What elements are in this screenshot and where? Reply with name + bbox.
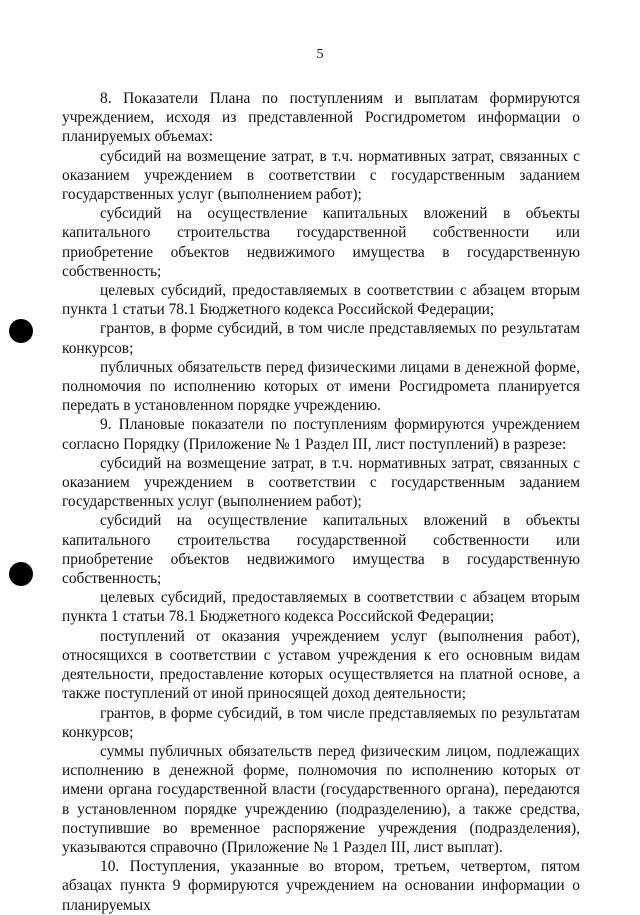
paragraph-9-item-2: субсидий на осуществление капитальных вложений в объекты капитального строительства государственной собственности или приобретение объектов недвижимого имущества в государственную собственность;	[62, 512, 580, 588]
paragraph-9-item-6: суммы публичных обязательств перед физическим лицом, подлежащих исполнению в денежной форме, полномочия по исполнению которых от имени органа государственной власти (государственного органа), передаются в установленном порядке учреждению (подразделению), а также средства, поступившие во временное распоряжение учреждения (подразделения), указываются справочно (Приложение № 1 Раздел III, лист выплат).	[62, 742, 580, 856]
paragraph-8-item-1: субсидий на возмещение затрат, в т.ч. нормативных затрат, связанных с оказанием учреждением в соответствии с государственным заданием государственных услуг (выполнением работ);	[62, 147, 580, 204]
document-body	[62, 89, 580, 915]
paragraph-9-intro: 9. Плановые показатели по поступлениям формируются учреждением согласно Порядку (Приложение № 1 Раздел III, лист поступлений) в разрезе:	[62, 416, 580, 453]
paragraph-8-item-2: субсидий на осуществление капитальных вложений в объекты капитального строительства государственной собственности или приобретение объектов недвижимого имущества в государственную собственность;	[62, 205, 580, 280]
paragraph-9-item-4: поступлений от оказания учреждением услуг (выполнения работ), относящихся в соответствии с уставом учреждения к его основным видам деятельности, предоставление которых осуществляется на платной основе, а также поступлений от иной приносящей доход деятельности;	[62, 627, 580, 703]
paragraph-8-item-5: публичных обязательств перед физическими лицами в денежной форме, полномочия по исполнению которых от имени Росгидромета планируется передать в установленном порядке учреждению.	[62, 358, 580, 415]
paragraph-8-item-3: целевых субсидий, предоставляемых в соответствии с абзацем вторым пункта 1 статьи 78.1 Бюджетного кодекса Российской Федерации;	[62, 282, 580, 319]
paragraph-8-item-4: грантов, в форме субсидий, в том числе представляемых по результатам конкурсов;	[62, 320, 580, 357]
paragraph-10-intro: 10. Поступления, указанные во втором, третьем, четвертом, пятом абзацах пункта 9 формируются учреждением на основании информации о планируемых	[62, 858, 580, 914]
punch-hole-bottom	[9, 562, 33, 586]
paragraph-9-item-5: грантов, в форме субсидий, в том числе представляемых по результатам конкурсов;	[62, 704, 580, 741]
paragraph-8-intro: 8. Показатели Плана по поступлениям и выплатам формируются учреждением, исходя из представленной Росгидрометом информации о планируемых объемах:	[62, 90, 580, 146]
punch-hole-top	[9, 319, 33, 343]
paragraph-9-item-3: целевых субсидий, предоставляемых в соответствии с абзацем вторым пункта 1 статьи 78.1 Бюджетного кодекса Российской Федерации;	[62, 589, 580, 626]
page-number: 5	[316, 47, 324, 62]
paragraph-9-item-1: субсидий на возмещение затрат, в т.ч. нормативных затрат, связанных с оказанием учреждением в соответствии с государственным заданием государственных услуг (выполнением работ);	[62, 454, 580, 511]
